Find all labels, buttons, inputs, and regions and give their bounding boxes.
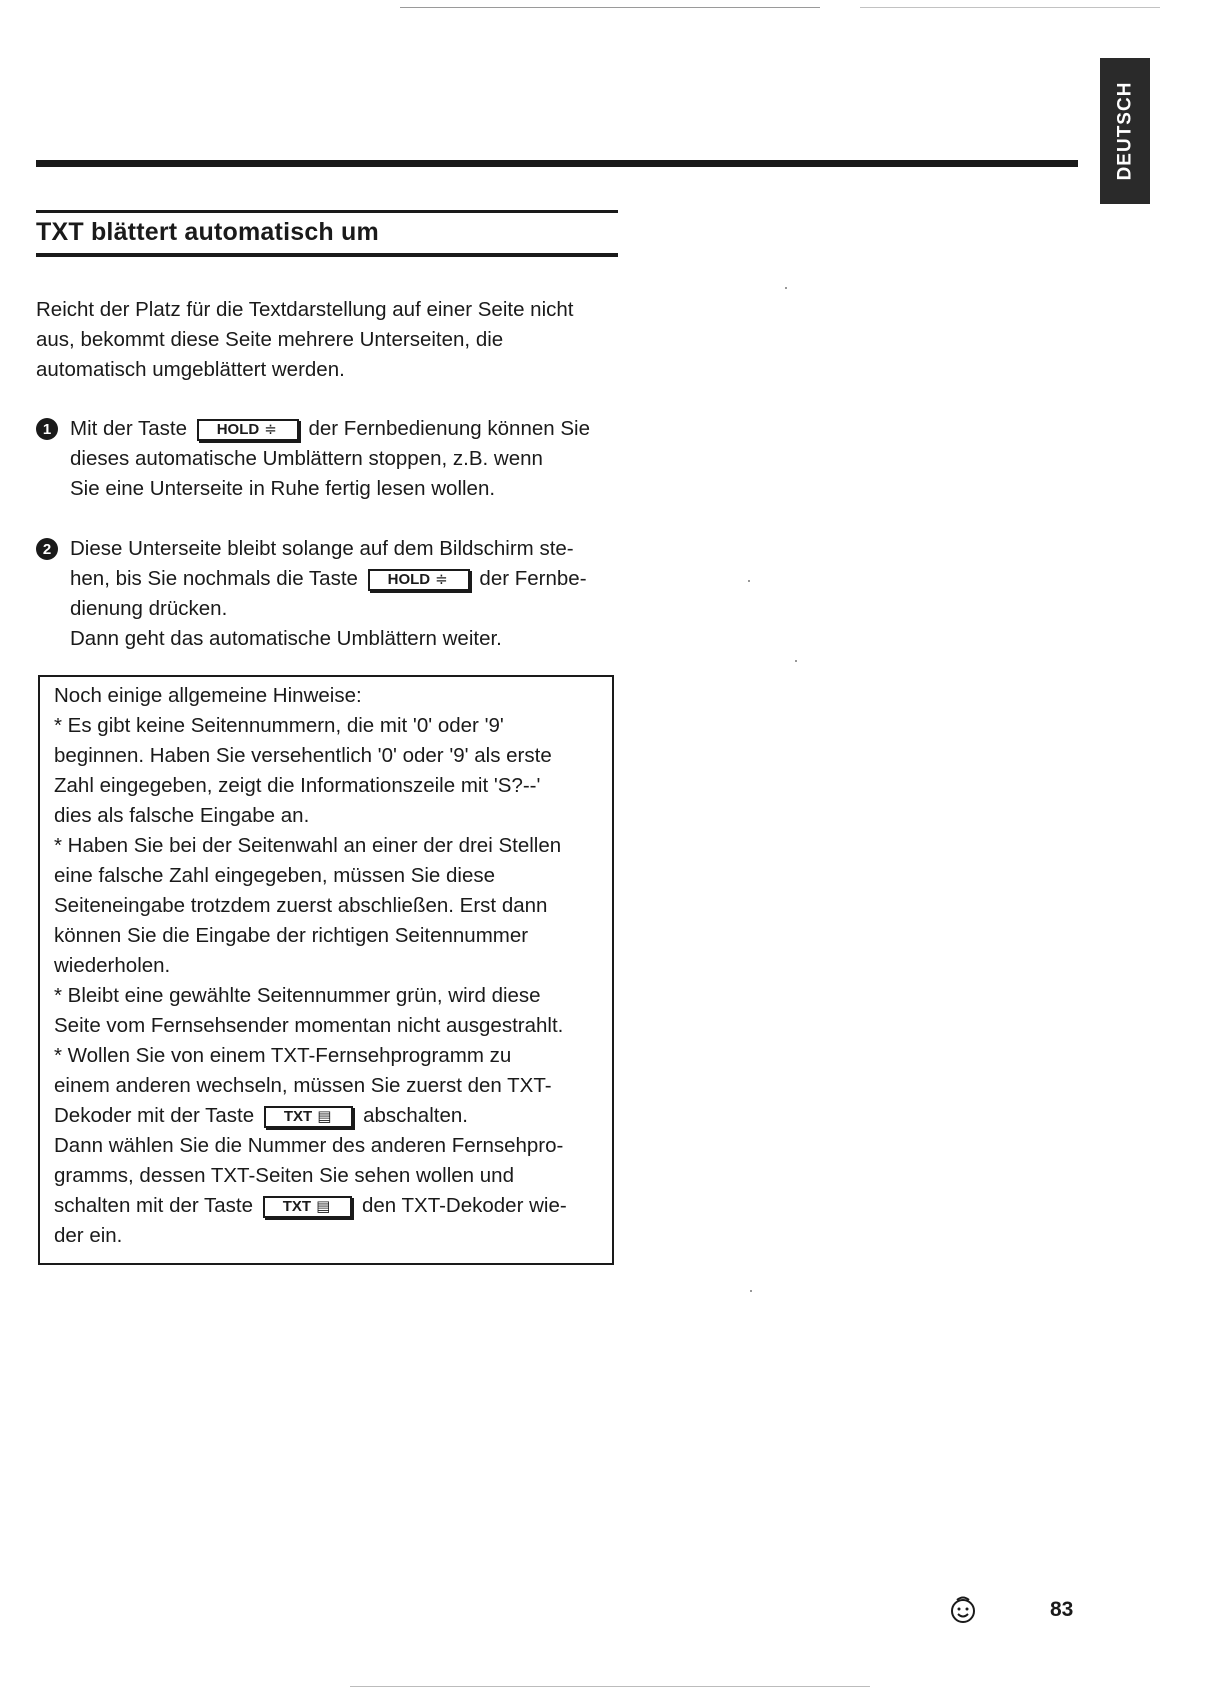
txt-key <box>263 1196 353 1218</box>
note-line: den TXT-Dekoder wie- <box>361 1194 567 1217</box>
scan-artifact-top-right <box>860 7 1160 8</box>
speck <box>785 287 787 289</box>
section-title: TXT blättert automatisch um <box>36 218 379 246</box>
hold-key-label: HOLD <box>387 571 431 588</box>
note-line: beginnen. Haben Sie versehentlich '0' oder '9' als erste <box>54 744 552 767</box>
smiley-icon <box>948 1595 978 1625</box>
note-line: Zahl eingegeben, zeigt die Informationszeile mit 'S?--' <box>54 774 541 797</box>
step-1-line: der Fernbedienung können Sie <box>308 417 590 440</box>
note-line: Seite vom Fernsehsender momentan nicht ausgestrahlt. <box>54 1014 564 1037</box>
note-line: Seiteneingabe trotzdem zuerst abschließen. Erst dann <box>54 894 548 917</box>
note-line: Dann wählen Sie die Nummer des anderen Fernsehpro- <box>54 1134 564 1157</box>
hold-glyph-icon: ≑ <box>435 571 448 588</box>
step-2-line: hen, bis Sie nochmals die Taste <box>70 567 358 590</box>
txt-key <box>264 1106 354 1128</box>
header-band <box>36 160 1078 167</box>
intro-line: Reicht der Platz für die Textdarstellung auf einer Seite nicht <box>36 298 574 321</box>
step-2-line: Diese Unterseite bleibt solange auf dem Bildschirm ste- <box>70 537 574 560</box>
hold-key <box>197 419 299 441</box>
note-line: * Wollen Sie von einem TXT-Fernsehprogramm zu <box>54 1044 512 1067</box>
intro-paragraph <box>36 295 626 385</box>
note-line: eine falsche Zahl eingegeben, müssen Sie diese <box>54 864 496 887</box>
note-line: dies als falsche Eingabe an. <box>54 804 310 827</box>
speck <box>795 660 797 662</box>
txt-key-label: TXT <box>282 1198 312 1215</box>
note-line: abschalten. <box>363 1104 468 1127</box>
note-line: schalten mit der Taste <box>54 1194 254 1217</box>
hold-key-label: HOLD <box>216 421 260 438</box>
step-number-1: 1 <box>36 418 58 440</box>
speck <box>748 580 750 582</box>
language-tab <box>1100 58 1150 204</box>
heading-rule-bottom <box>36 253 618 257</box>
note-line: können Sie die Eingabe der richtigen Seitennummer <box>54 924 529 947</box>
step-2-line: der Fernbe- <box>479 567 587 590</box>
note-line: gramms, dessen TXT-Seiten Sie sehen wollen und <box>54 1164 514 1187</box>
scan-artifact-bottom <box>350 1686 870 1687</box>
note-line: Noch einige allgemeine Hinweise: <box>54 684 362 707</box>
language-tab-label: DEUTSCH <box>1114 81 1135 181</box>
step-1-line: dieses automatische Umblättern stoppen, z.B. wenn <box>70 447 543 470</box>
step-1-line: Mit der Taste <box>70 417 187 440</box>
step-2-line: dienung drücken. <box>70 597 228 620</box>
note-line: der ein. <box>54 1224 123 1247</box>
txt-key-label: TXT <box>283 1108 313 1125</box>
step-1-text <box>70 414 640 504</box>
step-2-line: Dann geht das automatische Umblättern weiter. <box>70 627 502 650</box>
notes-text <box>54 681 614 1251</box>
scan-artifact-top <box>400 7 820 8</box>
heading-rule-top <box>36 210 618 213</box>
step-1-line: Sie eine Unterseite in Ruhe fertig lesen wollen. <box>70 477 496 500</box>
note-line: * Haben Sie bei der Seitenwahl an einer der drei Stellen <box>54 834 562 857</box>
notes-box <box>38 675 614 1265</box>
note-line: Dekoder mit der Taste <box>54 1104 255 1127</box>
page-number: 83 <box>1050 1598 1074 1621</box>
step-2-text <box>70 534 640 654</box>
note-line: * Bleibt eine gewählte Seitennummer grün, wird diese <box>54 984 541 1007</box>
hold-key <box>368 569 470 591</box>
speck <box>750 1290 752 1292</box>
intro-line: aus, bekommt diese Seite mehrere Unterseiten, die <box>36 328 504 351</box>
teletext-icon: ▤ <box>316 1198 331 1215</box>
teletext-icon: ▤ <box>317 1108 332 1125</box>
hold-glyph-icon: ≑ <box>264 421 277 438</box>
step-number-2: 2 <box>36 538 58 560</box>
note-line: * Es gibt keine Seitennummern, die mit '0' oder '9' <box>54 714 504 737</box>
note-line: wiederholen. <box>54 954 171 977</box>
intro-line: automatisch umgeblättert werden. <box>36 358 345 381</box>
note-line: einem anderen wechseln, müssen Sie zuerst den TXT- <box>54 1074 552 1097</box>
